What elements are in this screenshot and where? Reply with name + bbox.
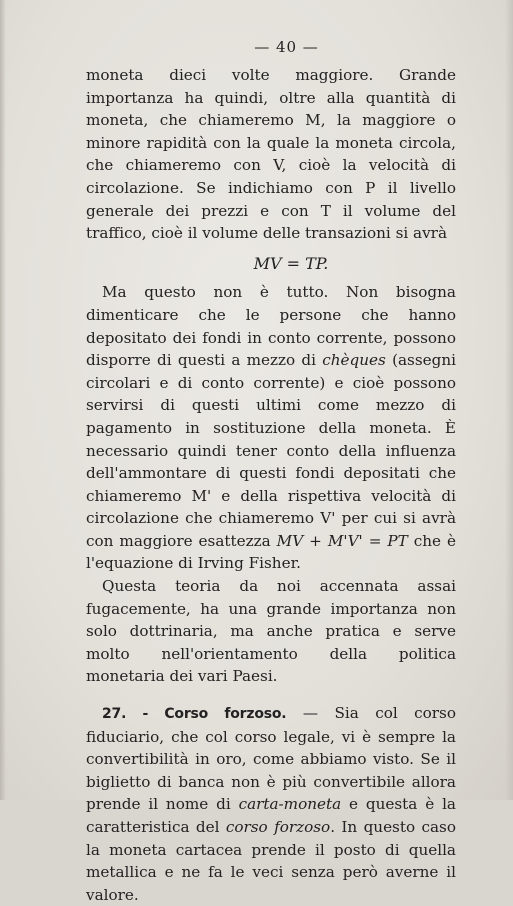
section-text-b: e questa è la caratteristica del [86,795,456,836]
page-body [86,64,456,906]
term-cheques: chèques [322,351,386,370]
paragraph-3: Questa teoria da noi accennata assai fugacemente, ha una grande importanza non solo dottrinaria, ma anche pratica e serve molto nell'orientamento della politica monetaria dei vari Paesi. [86,577,456,686]
paragraph-2-text-a: Ma questo non è tutto. Non bisogna dimenticare che le persone che hanno depositato dei fondi in conto corrente, possono disporre di questi a mezzo di [86,283,456,370]
equation-fisher: MV + M'V' = PT [276,531,408,550]
section-text-c: . In questo caso la moneta cartacea prende il posto di quella metallica e ne fa le veci senza però averne il valore. [86,818,456,904]
paragraph-2-text-c: che è l'equazione di Irving Fisher. [86,531,457,573]
page-left-edge-shadow [0,0,6,800]
paragraph-1: moneta dieci volte maggiore. Grande importanza ha quindi, oltre alla quantità di moneta, che chiameremo M, la maggiore o minore rapidità con la quale la moneta circola, che chiameremo con V, cioè la velocità di circolazione. Se indichiamo con P il livello generale dei prezzi e con T il volume del traffico, cioè il volume delle transazioni si avrà [86,66,456,243]
paragraph-2 [86,281,456,575]
term-carta-moneta: carta-moneta [238,795,342,814]
paragraph-2-text-b: (assegni circolari e di conto corrente) e cioè possono servirsi di questi ultimi come mezzo di pagamento in sostituzione della moneta. È necessario quindi tener conto della influenza dell'ammontare di questi fondi depositati che chiameremo M' e della rispettiva velocità di circolazione che chiameremo V' per cui si avrà con maggiore esattezza [86,351,456,550]
page-number: — 40 — [254,38,319,56]
equation-quantity-theory: MV = TP. [253,253,329,273]
section-title: 27. - Corso forzoso. [102,706,287,723]
page-right-edge-shadow [505,0,513,800]
term-corso-forzoso: corso forzoso [225,818,331,836]
section-text-a: — Sia col corso fiduciario, che col corso legale, vi è sempre la convertibilità in oro, come abbiamo visto. Se il biglietto di banca non è più convertibile allora prende il nome di [86,704,456,814]
section-27 [86,702,456,906]
